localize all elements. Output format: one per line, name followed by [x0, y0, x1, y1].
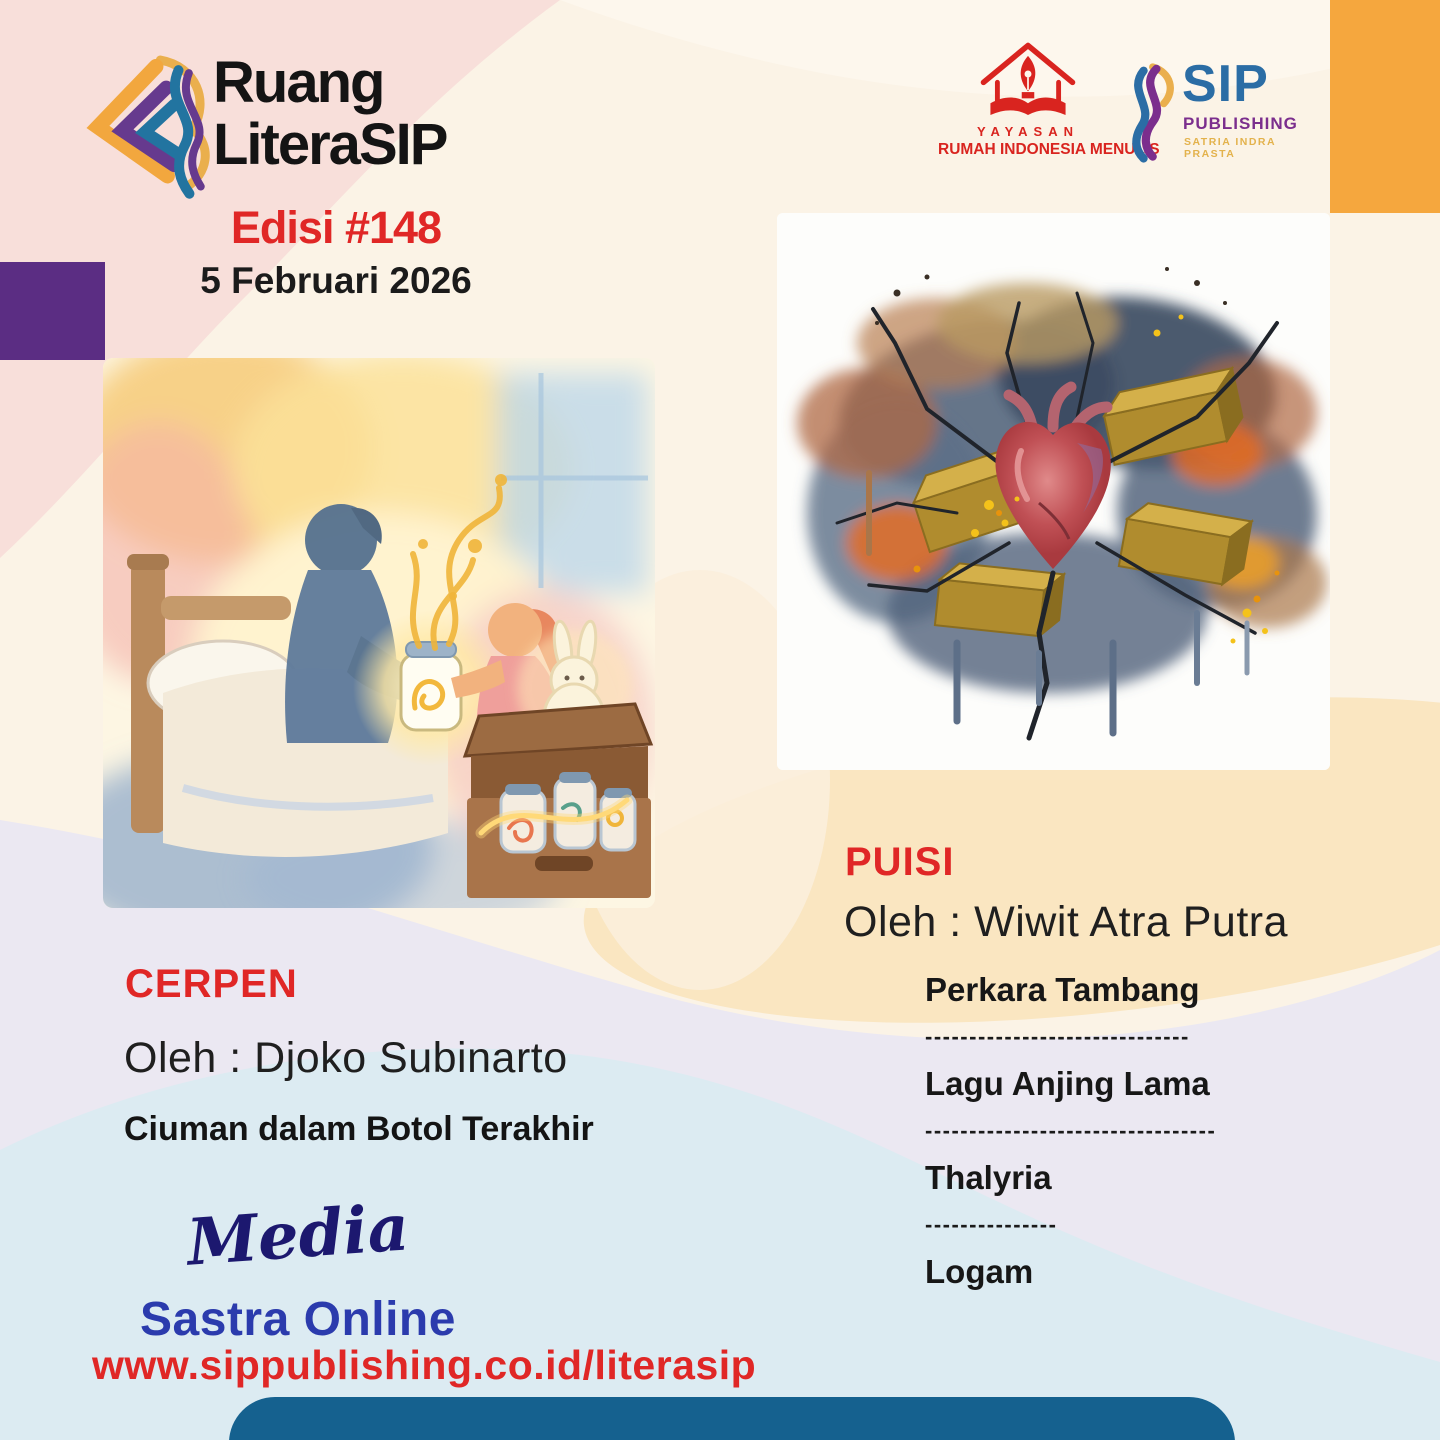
poem-title: Perkara Tambang — [925, 971, 1200, 1008]
sip-sub: PUBLISHING — [1183, 114, 1298, 133]
puisi-illustration — [777, 213, 1330, 770]
poem-separator: --------------------------------- — [925, 1118, 1217, 1143]
edition-label: Edisi #148 — [230, 202, 442, 253]
literasip-logo-icon — [70, 48, 220, 203]
yayasan-line2: RUMAH INDONESIA MENULIS — [938, 141, 1160, 158]
poem-separator: --------------- — [925, 1212, 1058, 1237]
page-title-line1: Ruang — [213, 50, 384, 115]
sip-tagline: SATRIA INDRA PRASTA — [1184, 136, 1276, 160]
bottom-bar — [229, 1397, 1235, 1440]
page-title-line2: LiteraSIP — [213, 112, 447, 177]
page-title — [213, 52, 446, 176]
orange-accent-block — [1330, 0, 1440, 213]
yayasan-house-pen-icon — [972, 42, 1084, 122]
cerpen-illustration — [103, 358, 655, 908]
yayasan-line1: YAYASAN — [977, 124, 1079, 139]
yayasan-logo — [938, 42, 1160, 159]
sip-swirl-icon — [1118, 56, 1182, 164]
cerpen-story-title: Ciuman dalam Botol Terakhir — [124, 1110, 594, 1148]
watercolor-heart-gold-bars-image — [777, 213, 1330, 770]
poem-title: Lagu Anjing Lama — [925, 1065, 1210, 1102]
watercolor-father-daughter-jar-image — [103, 358, 655, 908]
media-script-word: Media — [184, 1190, 412, 1281]
puisi-author: Oleh : Wiwit Atra Putra — [844, 898, 1289, 946]
purple-accent-block — [0, 262, 105, 360]
poem-title: Thalyria — [925, 1159, 1052, 1196]
media-name: Sastra Online — [140, 1293, 456, 1346]
poem-separator: ------------------------------ — [925, 1024, 1190, 1049]
cerpen-author: Oleh : Djoko Subinarto — [124, 1034, 568, 1082]
poem-list — [925, 970, 1285, 1306]
site-url-link[interactable]: www.sippublishing.co.id/literasip — [92, 1342, 757, 1388]
sip-name: SIP — [1182, 55, 1269, 113]
puisi-section-label: PUISI — [845, 840, 955, 884]
edition-date: 5 Februari 2026 — [200, 260, 472, 301]
poem-title: Logam — [925, 1253, 1034, 1290]
cerpen-section-label: CERPEN — [125, 962, 298, 1006]
